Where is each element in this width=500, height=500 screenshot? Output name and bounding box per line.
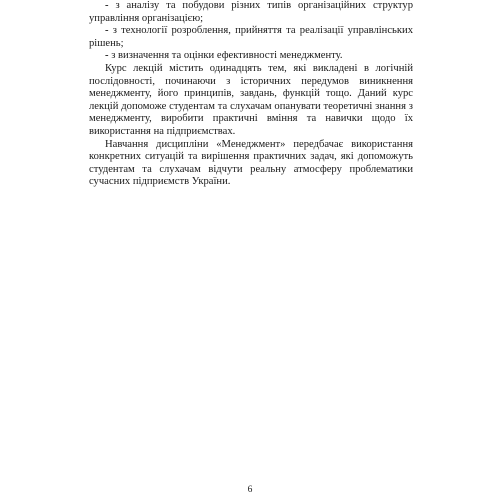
- bullet-dash: -: [105, 0, 109, 11]
- bullet-text: з аналізу та побудови різних типів організаційних структур управління організацією;: [89, 0, 413, 24]
- text-block: [89, 0, 413, 189]
- bullet-text: з технології розроблення, прийняття та реалізації управлінських рішень;: [89, 25, 413, 49]
- bullet-item-structures: [89, 0, 413, 25]
- paragraph-course-overview: Курс лекцій містить одинадцять тем, які викладені в логічній послідовності, починаючи з історичних передумов виникнення менеджменту, його принципів, завдань, функцій тощо. Даний курс лекцій допоможе студентам та слухачам опанувати теоретичні знання з менеджменту, виробити практичні вміння та навички щодо їх використання на підприємствах.: [89, 62, 413, 137]
- bullet-text: з визначення та оцінки ефективності менеджменту.: [111, 50, 343, 62]
- bullet-item-efficiency: [89, 50, 413, 63]
- paragraph-discipline-study: Навчання дисципліни «Менеджмент» передбачає використання конкретних ситуацій та вирішення практичних задач, які допоможуть студентам та слухачам відчути реальну атмосферу проблематики сучасних підприємств України.: [89, 138, 413, 188]
- page-number: 6: [247, 485, 253, 495]
- bullet-dash: -: [105, 50, 109, 62]
- bullet-item-decisions: [89, 25, 413, 50]
- bullet-dash: -: [105, 25, 109, 37]
